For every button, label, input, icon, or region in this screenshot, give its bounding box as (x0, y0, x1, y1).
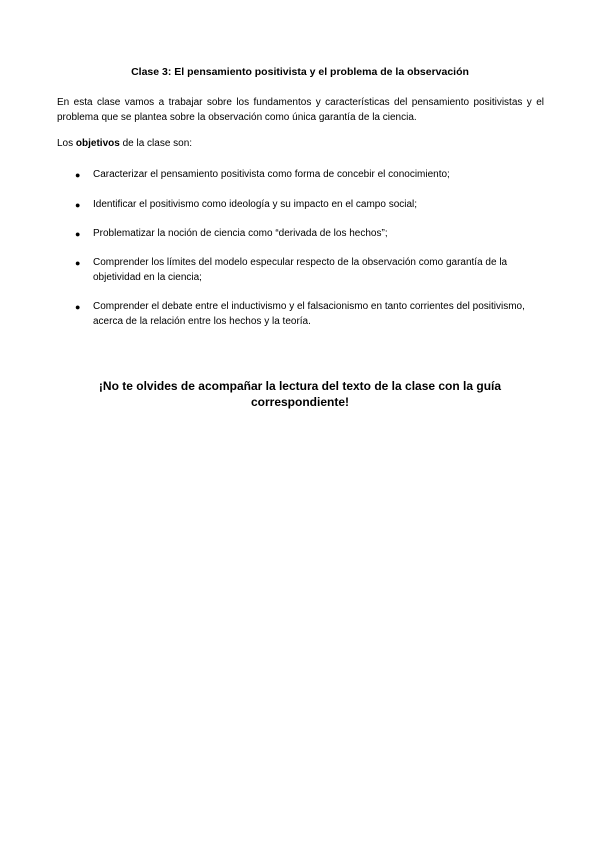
intro-paragraph: En esta clase vamos a trabajar sobre los fundamentos y características del pensamiento positivistas y el problema que se plantea sobre la observación como única garantía de la ciencia. (57, 97, 544, 123)
bullet-icon: ● (75, 302, 81, 312)
bullet-icon: ● (75, 229, 81, 239)
objective-text: Caracterizar el pensamiento positivista como forma de concebir el conocimiento; (93, 169, 450, 180)
objectives-prefix: Los (57, 138, 76, 149)
objectives-heading (57, 138, 192, 149)
objective-text: Identificar el positivismo como ideología y su impacto en el campo social; (93, 199, 418, 210)
document-title: Clase 3: El pensamiento positivista y el problema de la observación (131, 66, 469, 78)
objective-text: Comprender los límites del modelo especular respecto de la observación como garantía de la objetividad en la ciencia; (93, 257, 508, 283)
objective-text: Problematizar la noción de ciencia como “derivada de los hechos”; (93, 228, 388, 239)
objective-text: Comprender el debate entre el inductivismo y el falsacionismo en tanto corrientes del positivismo, acerca de la relación entre los hechos y la teoría. (93, 301, 525, 327)
closing-reminder: ¡No te olvides de acompañar la lectura del texto de la clase con la guía correspondiente! (98, 379, 502, 409)
objectives-suffix: de la clase son: (119, 138, 193, 149)
bullet-icon: ● (75, 258, 81, 268)
bullet-icon: ● (75, 170, 81, 180)
bullet-icon: ● (75, 200, 81, 210)
objectives-bold: objetivos (75, 138, 120, 149)
